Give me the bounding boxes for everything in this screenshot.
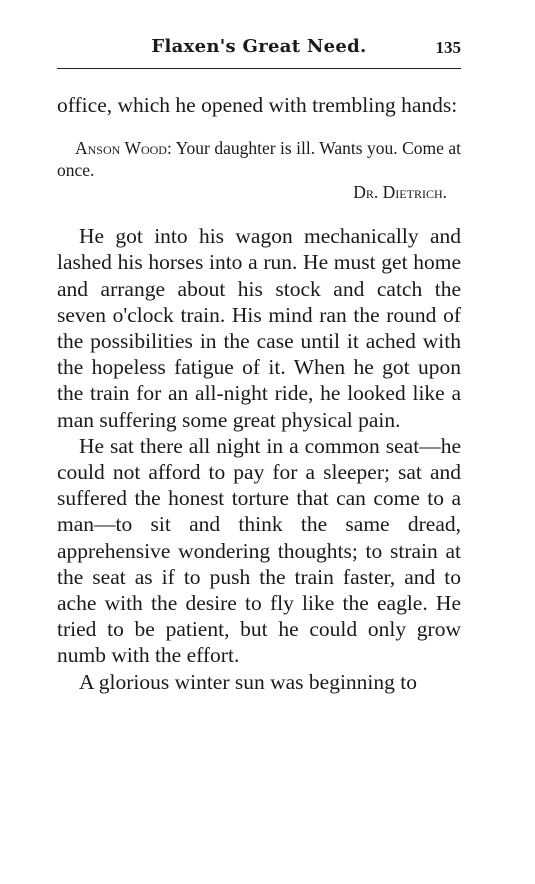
telegram	[57, 137, 461, 203]
paragraph-1: He got into his wagon mechanically and lashed his horses into a run. He must get home and arrange about his stock and catch the seven o'clock train. His mind ran the round of the possibilities in the case until it ached with the hopeless fatigue of it. When he got upon the train for an all-night ride, he looked like a man suffering some great physical pain.	[57, 224, 461, 432]
header-rule	[57, 68, 461, 69]
telegram-message: Your daughter is ill. Wants you. Come at once.	[57, 138, 462, 181]
body-text	[57, 92, 461, 695]
telegram-separator: :	[166, 138, 176, 159]
telegram-signature: Dr. Dietrich.	[353, 182, 447, 203]
opening-paragraph: office, which he opened with trembling hands:	[57, 93, 458, 117]
paragraph-3: A glorious winter sun was beginning to	[79, 669, 418, 694]
running-title: Flaxen's Great Need.	[151, 36, 367, 57]
page-number: 135	[435, 38, 461, 57]
book-page	[57, 36, 461, 695]
telegram-body	[57, 137, 461, 181]
telegram-addressee: Anson Wood	[75, 138, 167, 159]
running-header	[57, 36, 461, 66]
paragraph-2: He sat there all night in a common seat—he could not afford to pay for a sleeper; sat and suffered the honest torture that can come to a man—to sit and think the same dread, apprehensive wondering thoughts; to strain at the seat as if to push the train faster, and to ache with the desire to fly like the eagle. He tried to be patient, but he could only grow numb with the effort.	[57, 433, 461, 668]
